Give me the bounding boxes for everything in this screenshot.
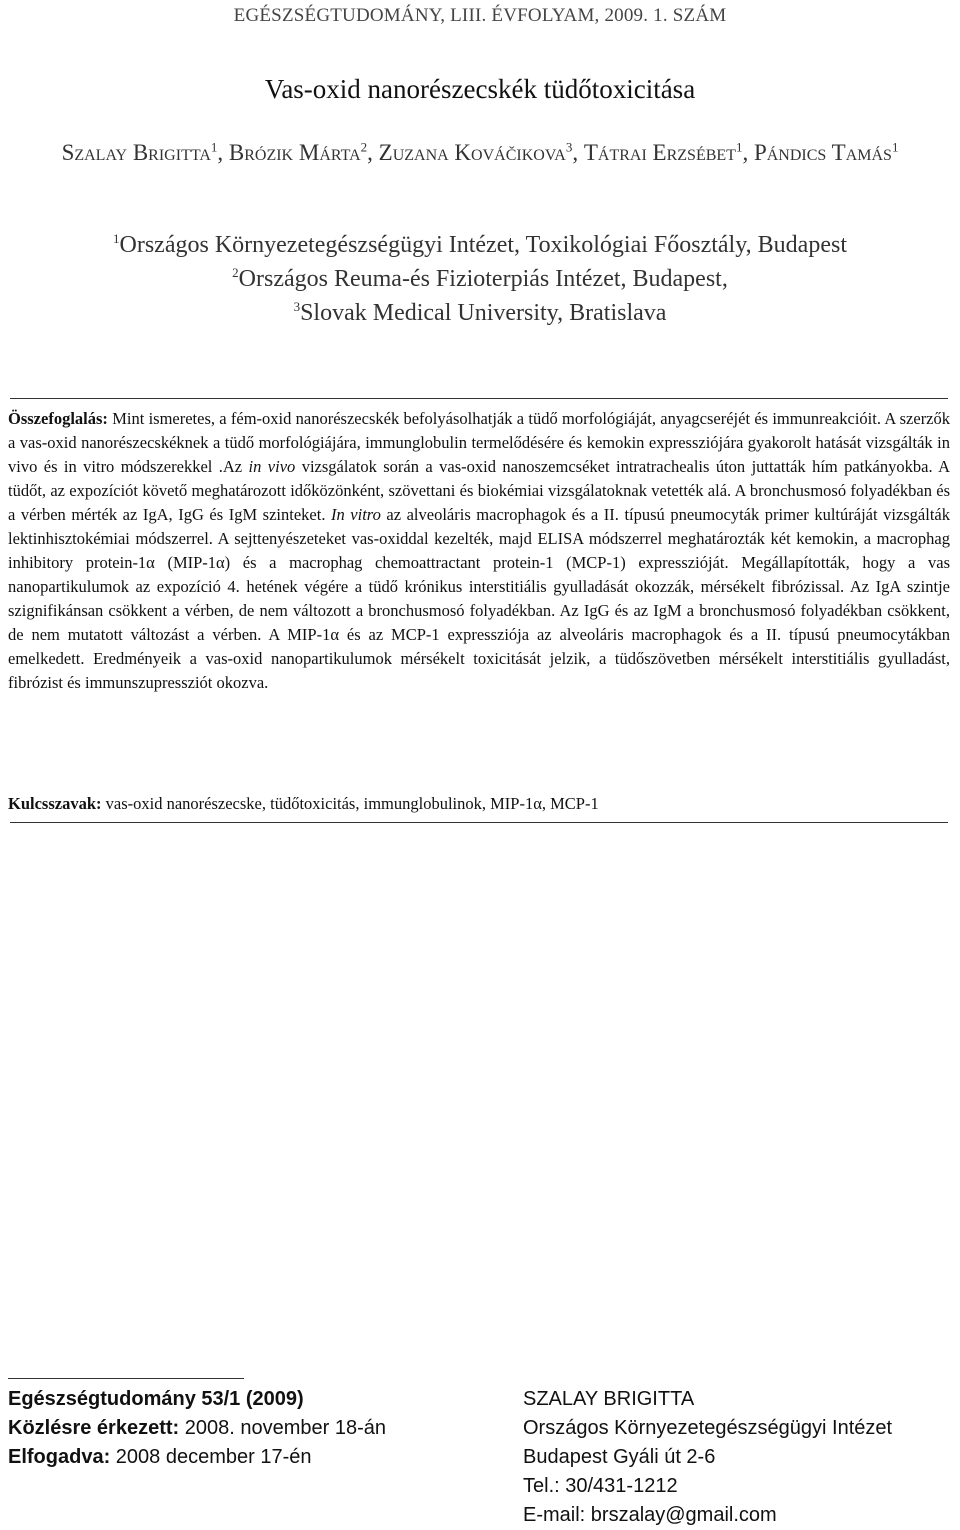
affiliation-text: Országos Környezetegészségügyi Intézet, Toxikológiai Főosztály, Budapest — [119, 232, 847, 258]
author-name: Zuzana Kováčikova — [378, 140, 566, 165]
in-vivo-term: in vivo — [248, 457, 296, 476]
author-name: Szalay Brigitta — [61, 140, 211, 165]
contact-email[interactable]: E-mail: brszalay@gmail.com — [523, 1504, 777, 1526]
abstract-bottom-rule — [10, 822, 948, 823]
author-affiliation-marker: 1 — [891, 139, 899, 155]
keywords — [8, 792, 950, 816]
contact-name: SZALAY BRIGITTA — [523, 1388, 695, 1410]
author-name: Brózik Márta — [228, 140, 361, 165]
abstract-top-rule — [10, 398, 948, 399]
affiliation-text: Slovak Medical University, Bratislava — [300, 300, 667, 326]
abstract — [8, 407, 950, 695]
author-affiliation-marker: 3 — [565, 139, 573, 155]
affiliation-line — [0, 296, 960, 330]
citation: Egészségtudomány 53/1 (2009) — [8, 1388, 304, 1410]
accepted-line — [8, 1443, 488, 1472]
abstract-text-3: az alveoláris macrophagok és a II. típusú pneumocyták primer kultúráját vizsgálták lektinhisztokémiai módszerrel. A sejttenyészeteket vas-oxiddal kezelték, majd ELISA módszerrel meghatározták két kemokin, a macrophag inhibitory protein-1α (MIP-1α) és a macrophag chemoattractant protein-1 (MCP-1) expresszióját. Megállapították, hogy a vas nanopartikulumok az expozíció 4. hetének végére a tüdő krónikus interstitiális gyulladását okozzák, mérsékelt fibrózissal. Az IgA szintje szignifikánsan csökkent a vérben, de nem változott a bronchusmosó folyadékban. Az IgG és az IgM a bronchusmosó folyadékban csökkent, de nem mutatott változást a vérben. A MIP-1α és az MCP-1 expressziója az alveoláris macrophagok és a II. típusú pneumocytákban emelkedett. Eredményeik a vas-oxid nanopartikulumok mérsékelt toxicitását jelzik, a tüdőszövetben mérsékelt interstitiális gyulladást, fibrózist és immunszupressziót okozva. — [8, 505, 950, 692]
contact-phone: Tel.: 30/431-1212 — [523, 1475, 678, 1497]
author-affiliation-marker: 1 — [210, 139, 218, 155]
contact-institute: Országos Környezetegészségügyi Intézet — [523, 1417, 893, 1439]
affiliation-marker: 1 — [113, 231, 120, 246]
received-line — [8, 1414, 488, 1443]
affiliation-marker: 3 — [293, 299, 301, 314]
affiliation-text: Országos Reuma-és Fizioterpiás Intézet, Budapest, — [238, 266, 728, 292]
in-vitro-term: In vitro — [331, 505, 381, 524]
affiliation-line — [0, 228, 960, 262]
abstract-intro: Mint ismeretes, a fém-oxid nanorészecskék befolyásolhatják a tüdő morfológiáját, anyagcseréjét és immunreakcióit. — [107, 409, 881, 428]
correspondence-info — [523, 1385, 953, 1530]
abstract-label: Összefoglalás: — [8, 409, 108, 428]
accepted-value: 2008 december 17-én — [110, 1446, 312, 1468]
affiliation-list — [0, 228, 960, 330]
keywords-text: vas-oxid nanorészecske, tüdőtoxicitás, immunglobulinok, MIP-1α, MCP-1 — [101, 794, 599, 813]
author-name: Pándics Tamás — [753, 140, 892, 165]
journal-header: EGÉSZSÉGTUDOMÁNY, LIII. ÉVFOLYAM, 2009. 1. SZÁM — [233, 5, 727, 26]
affiliation-marker: 2 — [232, 265, 239, 280]
author-affiliation-marker: 1 — [735, 139, 743, 155]
contact-address: Budapest Gyáli út 2-6 — [523, 1446, 716, 1468]
author-affiliation-marker: 2 — [360, 139, 368, 155]
received-label: Közlésre érkezett: — [8, 1417, 180, 1439]
abstract-text-2: vizsgálatok során a vas-oxid nanoszemcséket intratrachealis úton juttatták hím patkányokba. A tüdőt, az expozíciót követő meghatározott időközönként, szövettani és biokémiai vizsgálatoknak vetették alá. A bronchusmosó folyadékban és a vérben mérték az IgA, IgG és IgM szinteket. — [8, 457, 950, 524]
author-name: Tátrai Erzsébet — [583, 140, 736, 165]
keywords-label: Kulcsszavak: — [8, 794, 102, 813]
affiliation-line — [0, 262, 960, 296]
author-list: Szalay Brigitta$^1$, Brózik Márta$^2$, Zuzana Kováčikova$^3$, Tátrai Erzsébet$^1$, Pándics Tamás$^1$ — [61, 139, 899, 165]
footnote-rule — [8, 1378, 244, 1379]
accepted-label: Elfogadva: — [8, 1446, 111, 1468]
abstract-text-1: A szerzők a vas-oxid nanorészecskéknek a tüdő morfológiájára, immunglobulin termelődésére és kemokin expressziójára gyakorolt hatását vizsgálták in vivo és in vitro módszerekkel .Az — [8, 409, 951, 476]
received-value: 2008. november 18-án — [179, 1417, 386, 1439]
publication-info — [8, 1385, 488, 1472]
article-title: Vas-oxid nanorészecskék tüdőtoxicitása — [264, 74, 696, 104]
